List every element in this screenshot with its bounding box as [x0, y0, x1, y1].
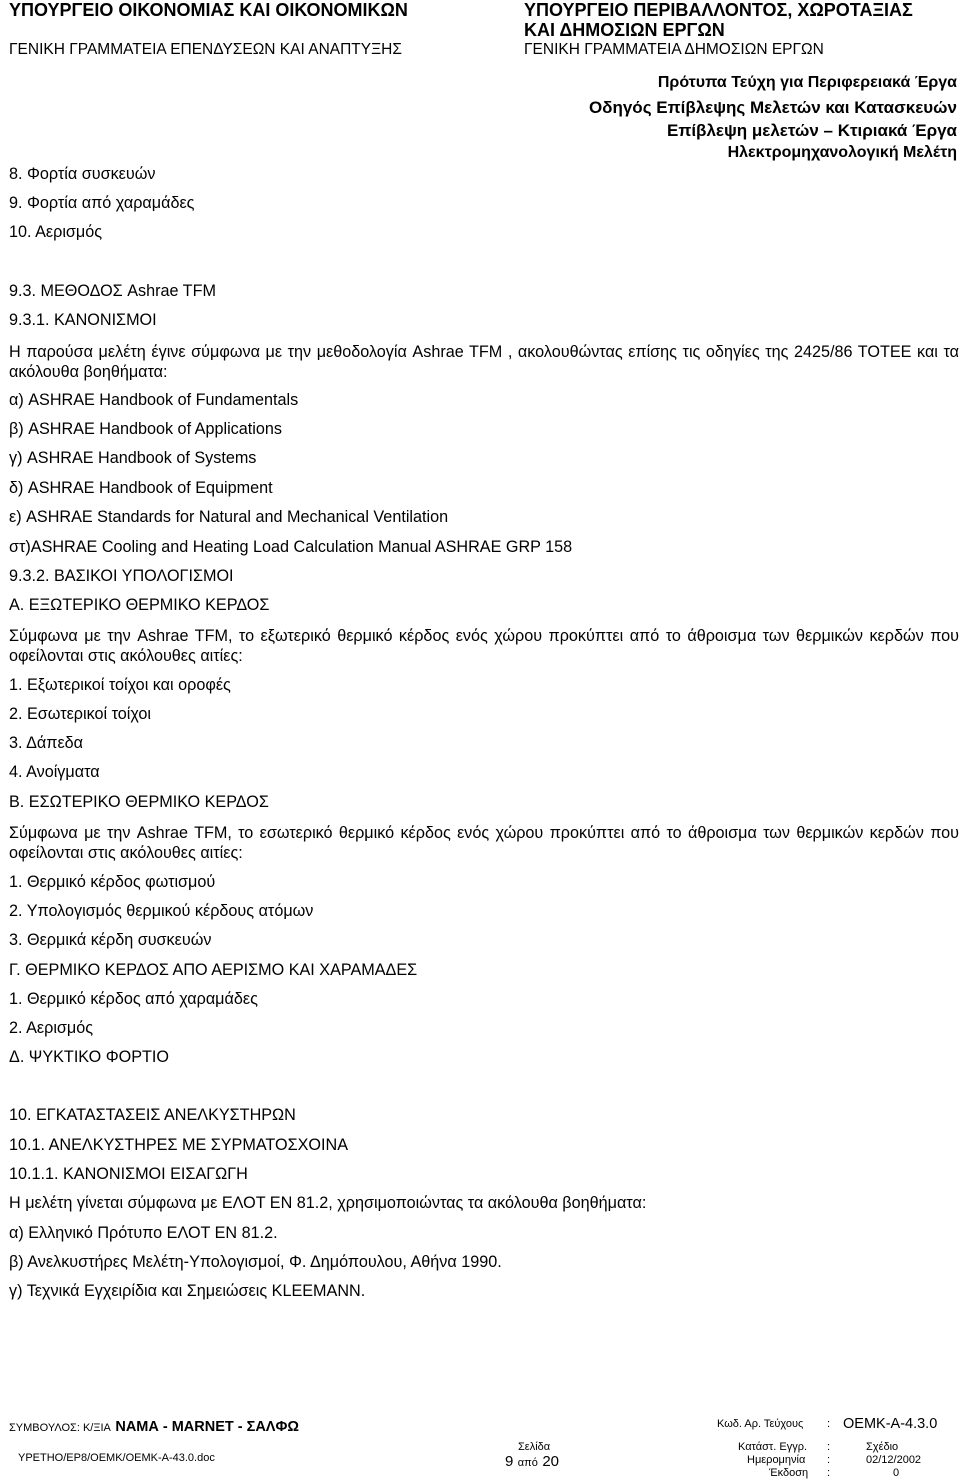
category-label: Κατάστ. Εγγρ.	[738, 1441, 808, 1453]
doc-title-line-4: Ηλεκτρομηχανολογική Μελέτη	[727, 144, 957, 161]
section-heading: 9.3.2. ΒΑΣΙΚΟΙ ΥΠΟΛΟΓΙΣΜΟΙ	[9, 567, 234, 585]
section-heading: 9.3. ΜΕΘΟΔΟΣ Ashrae TFM	[9, 282, 216, 300]
ministry-right-line-2: ΚΑΙ ΔΗΜΟΣΙΩΝ ΕΡΓΩΝ	[524, 20, 725, 40]
ministry-right-line-1: ΥΠΟΥΡΓΕΙΟ ΠΕΡΙΒΑΛΛΟΝΤΟΣ, ΧΩΡΟΤΑΞΙΑΣ	[524, 0, 913, 20]
doc-title-line-2: Οδηγός Επίβλεψης Μελετών και Κατασκευών	[588, 98, 957, 117]
list-item: 1. Εξωτερικοί τοίχοι και οροφές	[9, 676, 231, 694]
date-colon: :	[827, 1454, 831, 1466]
page-of: από	[517, 1457, 538, 1469]
edition-value: 0	[893, 1467, 900, 1479]
category-value: Σχέδιο	[866, 1441, 899, 1453]
section-heading: 9.3.1. ΚΑΝΟΝΙΣΜΟΙ	[9, 311, 157, 329]
doc-title-line-3: Επίβλεψη μελετών – Κτιριακά Έργα	[666, 121, 957, 140]
list-item: 4. Ανοίγματα	[9, 763, 100, 781]
doc-title-line-1: Πρότυπα Τεύχη για Περιφερειακά Έργα	[657, 74, 957, 91]
list-item: ε) ASHRAE Standards for Natural and Mechanical Ventilation	[9, 508, 449, 526]
list-item: 2. Υπολογισμός θερμικού κέρδους ατόμων	[9, 902, 314, 920]
list-item: β) ASHRAE Handbook of Applications	[9, 420, 282, 438]
ministry-left: ΥΠΟΥΡΓΕΙΟ ΟΙΚΟΝΟΜΙΑΣ ΚΑΙ ΟΙΚΟΝΟΜΙΚΩΝ	[9, 0, 408, 20]
list-item: 8. Φορτία συσκευών	[9, 165, 156, 183]
category-colon: :	[827, 1441, 831, 1453]
date-label: Ημερομηνία	[747, 1454, 806, 1466]
list-item: γ) ASHRAE Handbook of Systems	[9, 449, 257, 467]
page-number	[505, 1453, 559, 1471]
section-heading: Α. ΕΞΩΤΕΡΙΚΟ ΘΕΡΜΙΚΟ ΚΕΡΔΟΣ	[9, 596, 270, 614]
consultant-name: ΝΑΜΑ - MARNET - ΣΑΛΦΩ	[115, 1419, 300, 1435]
section-heading: 10.1.1. ΚΑΝΟΝΙΣΜΟΙ ΕΙΣΑΓΩΓΗ	[9, 1165, 248, 1183]
list-item: α) ASHRAE Handbook of Fundamentals	[9, 391, 299, 409]
section-heading: Γ. ΘΕΡΜΙΚΟ ΚΕΡΔΟΣ ΑΠΟ ΑΕΡΙΣΜΟ ΚΑΙ ΧΑΡΑΜΑΔΕΣ	[9, 961, 418, 979]
list-item: 1. Θερμικό κέρδος από χαραμάδες	[9, 990, 258, 1008]
list-item: 9. Φορτία από χαραμάδες	[9, 194, 195, 212]
list-item: β) Ανελκυστήρες Μελέτη-Υπολογισμοί, Φ. Δημόπουλου, Αθήνα 1990.	[9, 1253, 502, 1271]
section-heading: 10.1. ΑΝΕΛΚΥΣΤΗΡΕΣ ΜΕ ΣΥΡΜΑΤΟΣΧΟΙΝΑ	[9, 1136, 349, 1154]
section-heading: Β. ΕΣΩΤΕΡΙΚΟ ΘΕΡΜΙΚΟ ΚΕΡΔΟΣ	[9, 793, 269, 811]
page-total: 20	[542, 1453, 560, 1470]
file-path: ΥΡΕΤΗΟ/ΕΡ8/ΟΕΜΚ/ΟΕΜΚ-Α-43.0.doc	[18, 1452, 215, 1464]
list-item: 10. Αερισμός	[9, 223, 103, 241]
edition-colon: :	[827, 1467, 831, 1479]
list-item: 3. Θερμικά κέρδη συσκευών	[9, 931, 212, 949]
page-label: Σελίδα	[518, 1441, 551, 1453]
code-colon: :	[827, 1418, 831, 1430]
list-item: δ) ASHRAE Handbook of Equipment	[9, 479, 273, 497]
code-value: ΟΕΜΚ-Α-4.3.0	[843, 1416, 938, 1432]
secretariat-right: ΓΕΝΙΚΗ ΓΡΑΜΜΑΤΕΙΑ ΔΗΜΟΣΙΩΝ ΕΡΓΩΝ	[524, 41, 824, 58]
page-current: 9	[505, 1453, 514, 1470]
list-item: 3. Δάπεδα	[9, 734, 84, 752]
list-item: 1. Θερμικό κέρδος φωτισμού	[9, 873, 216, 891]
paragraph: Σύμφωνα με την Ashrae TFM, το εσωτερικό θερμικό κέρδος ενός χώρου προκύπτει από το άθροισμα των θερμικών κερδών που οφείλονται στις ακόλουθες αιτίες:	[9, 824, 959, 862]
list-item: 2. Αερισμός	[9, 1019, 94, 1037]
code-label: Κωδ. Αρ. Τεύχους	[717, 1418, 804, 1430]
date-value: 02/12/2002	[866, 1454, 922, 1466]
paragraph: Η μελέτη γίνεται σύμφωνα με ΕΛΟΤ ΕΝ 81.2, χρησιμοποιώντας τα ακόλουθα βοηθήματα:	[9, 1194, 647, 1212]
consultant-block	[9, 1418, 299, 1436]
list-item: 2. Εσωτερικοί τοίχοι	[9, 705, 152, 723]
chapter-heading: 10. ΕΓΚΑΤΑΣΤΑΣΕΙΣ ΑΝΕΛΚΥΣΤΗΡΩΝ	[9, 1106, 296, 1124]
consultant-label: ΣΥΜΒΟΥΛΟΣ: Κ/ΞΙΑ	[9, 1422, 111, 1434]
paragraph: Η παρούσα μελέτη έγινε σύμφωνα με την μεθοδολογία Ashrae TFM , ακολουθώντας επίσης τις οδηγίες της 2425/86 ΤΟΤΕΕ και τα ακόλουθα βοηθήματα:	[9, 343, 959, 381]
list-item: στ)ASHRAE Cooling and Heating Load Calculation Manual ASHRAE GRP 158	[9, 538, 573, 556]
list-item: α) Ελληνικό Πρότυπο ΕΛΟΤ ΕΝ 81.2.	[9, 1224, 278, 1242]
list-item: γ) Τεχνικά Εγχειρίδια και Σημειώσεις KLEEMANN.	[9, 1282, 366, 1300]
secretariat-left: ΓΕΝΙΚΗ ΓΡΑΜΜΑΤΕΙΑ ΕΠΕΝΔΥΣΕΩΝ ΚΑΙ ΑΝΑΠΤΥΞΗΣ	[9, 41, 402, 58]
paragraph: Σύμφωνα με την Ashrae TFM, το εξωτερικό θερμικό κέρδος ενός χώρου προκύπτει από το άθροισμα των θερμικών κερδών που οφείλονται στις ακόλουθες αιτίες:	[9, 627, 959, 665]
section-heading: Δ. ΨΥΚΤΙΚΟ ΦΟΡΤΙΟ	[9, 1048, 169, 1066]
edition-label: Έκδοση	[769, 1467, 809, 1479]
